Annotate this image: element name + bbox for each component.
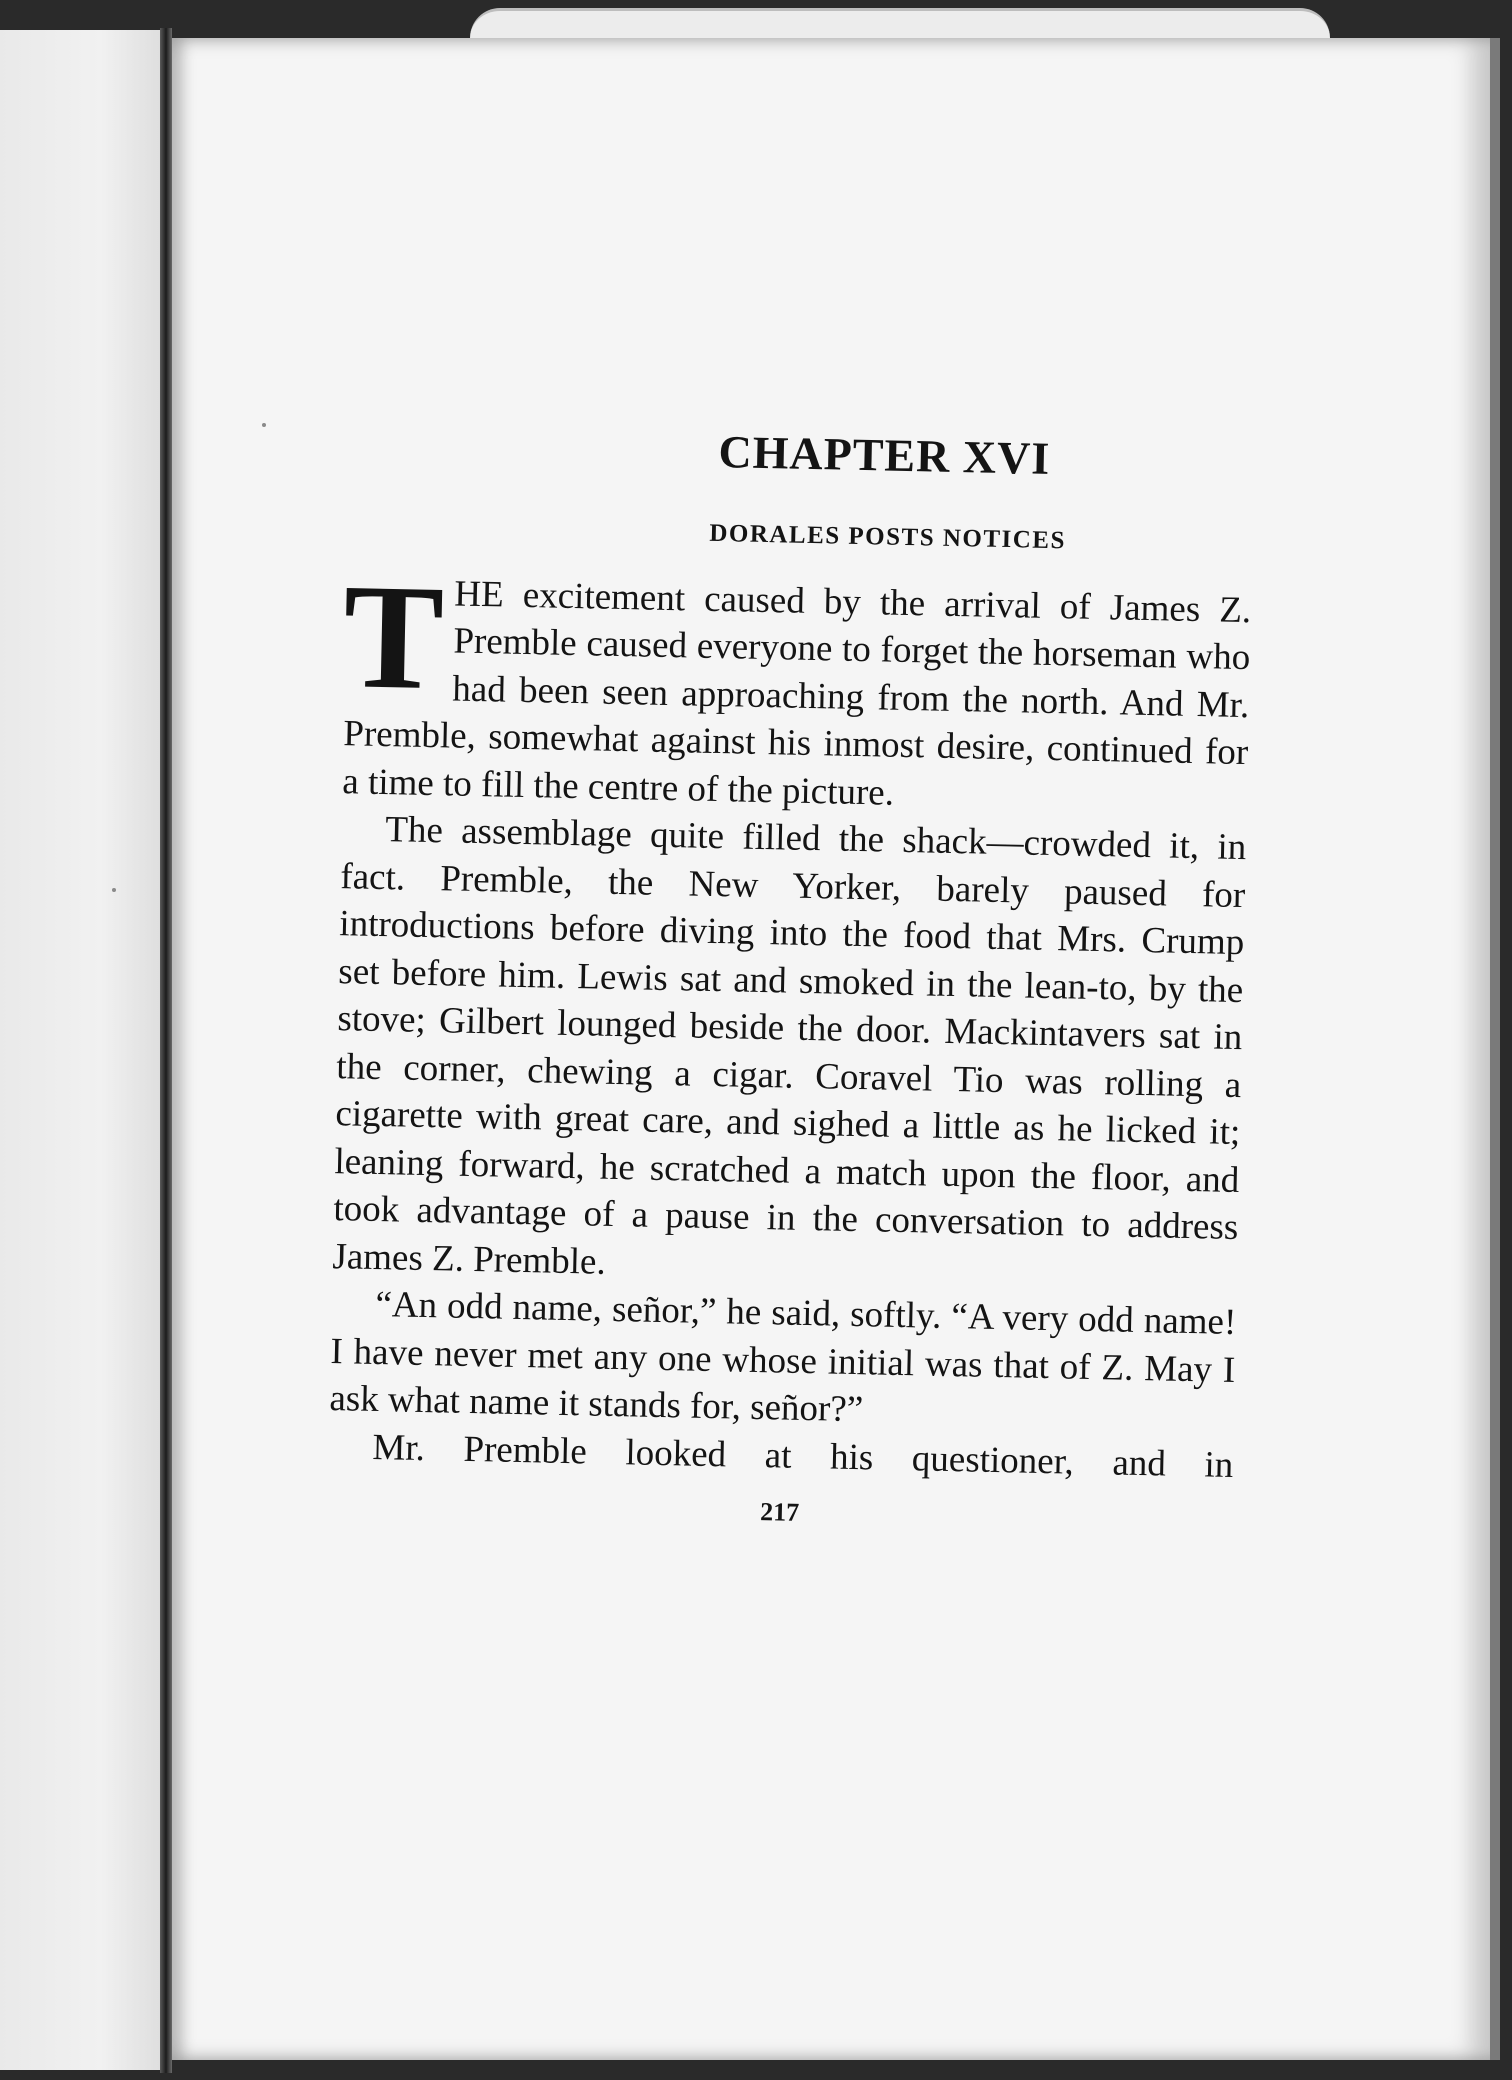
- paragraph-text: “An odd name, señor,” he said, softly. “A very odd name! I have never met any one whose initial was that of Z. May I ask what name it stands for, señor?”: [329, 1284, 1237, 1431]
- dust-speck: [112, 888, 116, 892]
- paragraph: [332, 805, 1247, 1299]
- page-content: [267, 418, 1360, 1539]
- paragraph: [341, 552, 1252, 824]
- book-page: [172, 38, 1500, 2060]
- paragraph-text: Mr. Premble looked at his questioner, and in: [372, 1426, 1234, 1486]
- paragraph: [329, 1280, 1237, 1441]
- body-text: [328, 552, 1252, 1489]
- paragraph-text: The assemblage quite filled the shack—crowded it, in fact. Premble, the New Yorker, barely paused for introductions before diving into the food that Mrs. Crump set before him. Lewis sat and smoked in the lean-to, by the stove; Gilbert lounged beside the door. Mackintavers sat in the corner, chewing a cigar. Coravel Tio was rolling a cigarette with great care, and sighed a little as he licked it; leaning forward, he scratched a match upon the floor, and took advantage of a pause in the conversation to address James Z. Premble.: [332, 809, 1247, 1283]
- chapter-title: CHAPTER XVI: [717, 425, 1051, 484]
- drop-cap: T: [341, 552, 446, 721]
- left-facing-page: [0, 30, 168, 2070]
- dust-speck: [262, 423, 266, 427]
- paragraph-text: HE excitement caused by the arrival of James Z. Premble caused everyone to forget the horseman who had been seen approaching from the north. And Mr. Premble, somewhat against his inmost desire, continued for a time to fill the centre of the picture.: [341, 573, 1252, 814]
- book-gutter: [160, 28, 172, 2073]
- chapter-subtitle: DORALES POSTS NOTICES: [709, 519, 1067, 554]
- page-number: 217: [759, 1497, 800, 1527]
